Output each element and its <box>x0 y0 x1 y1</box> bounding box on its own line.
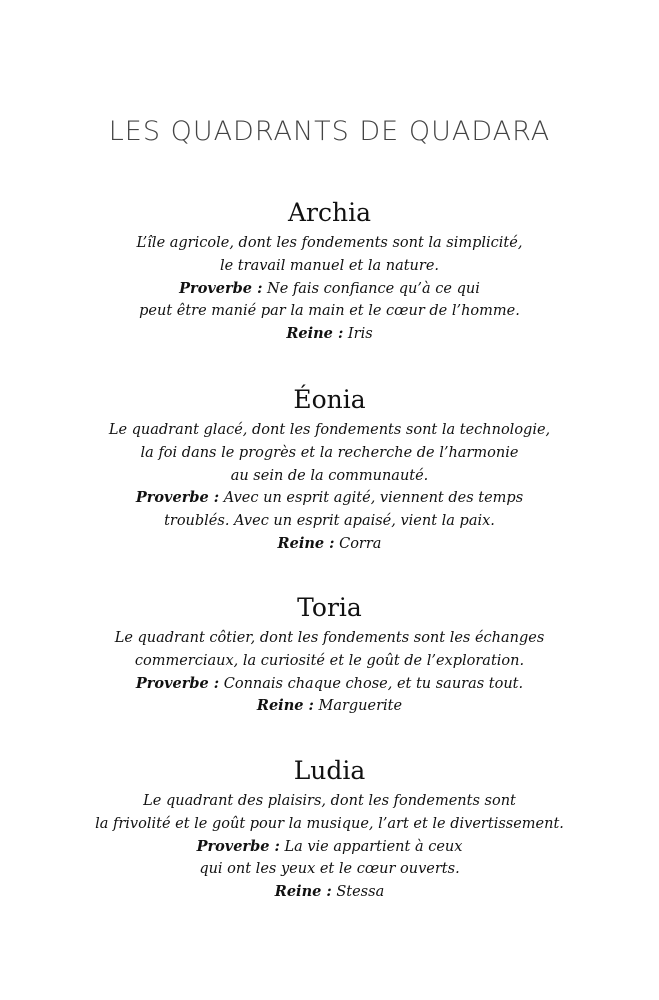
queen-label: Reine : <box>277 534 335 552</box>
queen-name: Marguerite <box>318 698 403 715</box>
queen-line <box>0 533 659 556</box>
section-heading: Ludia <box>293 756 366 785</box>
section-archia <box>0 198 659 346</box>
proverb-text: La vie appartient à ceux <box>284 838 463 855</box>
queen-line <box>0 695 659 718</box>
section-toria <box>0 593 659 718</box>
description-line: Le quadrant glacé, dont les fondements sont la technologie, <box>108 422 551 438</box>
section-eonia <box>0 385 659 556</box>
proverb-line: peut être manié par la main et le cœur de l’homme. <box>139 303 520 320</box>
queen-label: Reine : <box>274 883 332 901</box>
page-title: LES QUADRANTS DE QUADARA <box>108 116 551 147</box>
proverb-text: Avec un esprit agité, viennent des temps <box>223 490 524 507</box>
queen-name: Stessa <box>336 884 385 901</box>
proverb-label: Proverbe : <box>135 674 220 692</box>
description-line: le travail manuel et la nature. <box>219 257 440 274</box>
proverb-line <box>0 836 659 859</box>
queen-name: Iris <box>347 326 373 343</box>
queen-name: Corra <box>339 535 382 552</box>
proverb-line: troublés. Avec un esprit apaisé, vient la paix. <box>164 513 495 530</box>
proverb-line <box>0 487 659 510</box>
proverb-label: Proverbe : <box>135 489 220 507</box>
description-line: la foi dans le progrès et la recherche de l’harmonie <box>140 444 519 461</box>
description-line: L’île agricole, dont les fondements sont la simplicité, <box>136 235 523 251</box>
queen-label: Reine : <box>256 697 314 715</box>
queen-line <box>0 323 659 346</box>
description-line: Le quadrant des plaisirs, dont les fondements sont <box>143 793 516 809</box>
description-line: commerciaux, la curiosité et le goût de l’exploration. <box>134 652 525 669</box>
queen-label: Reine : <box>286 325 344 343</box>
proverb-text: Connais chaque chose, et tu sauras tout. <box>223 675 524 692</box>
proverb-label: Proverbe : <box>196 837 280 855</box>
description-line: Le quadrant côtier, dont les fondements sont les échanges <box>114 630 545 646</box>
section-heading: Toria <box>297 593 362 622</box>
section-ludia <box>0 756 659 904</box>
description-line: la frivolité et le goût pour la musique, l’art et le divertissement. <box>95 815 564 832</box>
section-heading: Archia <box>287 198 371 227</box>
section-heading: Éonia <box>293 385 366 414</box>
proverb-label: Proverbe : <box>179 279 263 297</box>
proverb-line <box>0 673 659 696</box>
queen-line <box>0 881 659 904</box>
description-line: au sein de la communauté. <box>230 467 429 484</box>
proverb-line <box>0 278 659 301</box>
proverb-line: qui ont les yeux et le cœur ouverts. <box>199 861 460 878</box>
proverb-text: Ne fais confiance qu’à ce qui <box>267 280 480 297</box>
